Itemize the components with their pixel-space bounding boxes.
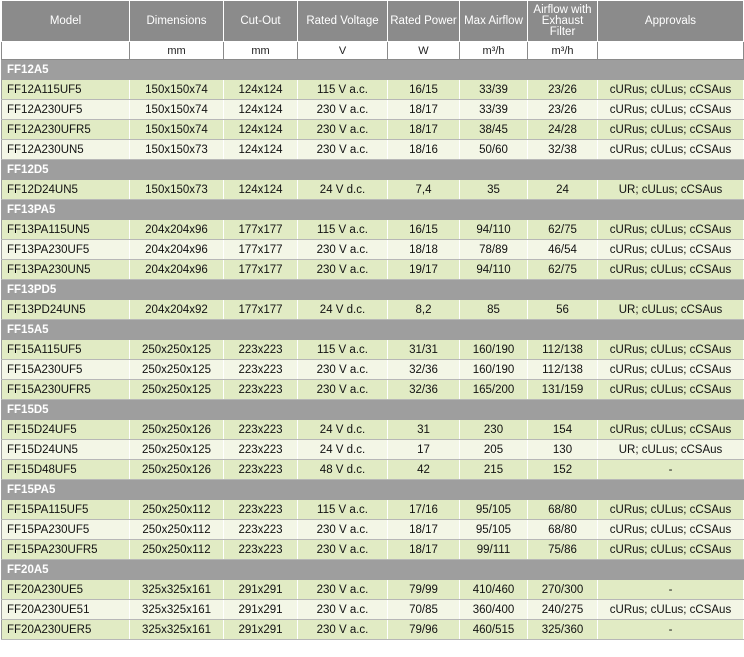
cell-max-airflow: 160/190	[460, 340, 528, 360]
cell-airflow-exhaust-filter: 62/75	[528, 220, 598, 240]
cell-max-airflow: 33/39	[460, 80, 528, 100]
cell-max-airflow: 35	[460, 180, 528, 200]
cell-rated-voltage: 230 V a.c.	[298, 260, 388, 280]
cell-max-airflow: 99/111	[460, 540, 528, 560]
cell-approvals: cURus; cULus; cCSAus	[598, 260, 744, 280]
table-row	[2, 140, 744, 160]
cell-rated-voltage: 230 V a.c.	[298, 240, 388, 260]
cell-model: FF15D24UF5	[2, 420, 130, 440]
cell-rated-power: 79/99	[388, 580, 460, 600]
cell-rated-power: 7,4	[388, 180, 460, 200]
cell-approvals: UR; cULus; cCSAus	[598, 440, 744, 460]
cell-model: FF13PD24UN5	[2, 300, 130, 320]
cell-dimensions: 150x150x73	[130, 180, 224, 200]
cell-approvals: UR; cULus; cCSAus	[598, 180, 744, 200]
cell-cut-out: 291x291	[224, 580, 298, 600]
cell-model: FF15A230UFR5	[2, 380, 130, 400]
cell-model: FF12A230UFR5	[2, 120, 130, 140]
cell-cut-out: 223x223	[224, 340, 298, 360]
cell-rated-voltage: 24 V d.c.	[298, 300, 388, 320]
cell-rated-power: 16/15	[388, 220, 460, 240]
group-name: FF12D5	[2, 160, 744, 180]
group-name: FF20A5	[2, 560, 744, 580]
cell-rated-power: 18/17	[388, 100, 460, 120]
cell-dimensions: 204x204x96	[130, 260, 224, 280]
cell-approvals: cURus; cULus; cCSAus	[598, 100, 744, 120]
cell-rated-voltage: 230 V a.c.	[298, 540, 388, 560]
cell-dimensions: 250x250x125	[130, 340, 224, 360]
cell-rated-voltage: 230 V a.c.	[298, 620, 388, 640]
cell-rated-voltage: 230 V a.c.	[298, 580, 388, 600]
cell-airflow-exhaust-filter: 75/86	[528, 540, 598, 560]
group-name: FF15D5	[2, 400, 744, 420]
cell-cut-out: 177x177	[224, 260, 298, 280]
cell-airflow-exhaust-filter: 68/80	[528, 520, 598, 540]
cell-max-airflow: 95/105	[460, 500, 528, 520]
table-row	[2, 620, 744, 640]
table-row	[2, 240, 744, 260]
group-name: FF13PA5	[2, 200, 744, 220]
group-header-row	[2, 60, 744, 80]
unit-rated-power: W	[388, 42, 460, 60]
table-row	[2, 440, 744, 460]
cell-rated-voltage: 230 V a.c.	[298, 100, 388, 120]
cell-cut-out: 177x177	[224, 220, 298, 240]
header-rated-voltage: Rated Voltage	[298, 1, 388, 42]
group-header-row	[2, 320, 744, 340]
cell-dimensions: 250x250x112	[130, 500, 224, 520]
cell-dimensions: 150x150x74	[130, 100, 224, 120]
group-header-row	[2, 280, 744, 300]
cell-airflow-exhaust-filter: 270/300	[528, 580, 598, 600]
cell-model: FF12A230UN5	[2, 140, 130, 160]
cell-cut-out: 223x223	[224, 440, 298, 460]
cell-model: FF13PA230UN5	[2, 260, 130, 280]
cell-model: FF12A230UF5	[2, 100, 130, 120]
cell-rated-voltage: 24 V d.c.	[298, 440, 388, 460]
cell-dimensions: 250x250x125	[130, 360, 224, 380]
cell-airflow-exhaust-filter: 23/26	[528, 80, 598, 100]
cell-approvals: cURus; cULus; cCSAus	[598, 500, 744, 520]
unit-rated-voltage: V	[298, 42, 388, 60]
cell-airflow-exhaust-filter: 24/28	[528, 120, 598, 140]
cell-approvals: cURus; cULus; cCSAus	[598, 420, 744, 440]
header-max-airflow: Max Airflow	[460, 1, 528, 42]
cell-approvals: cURus; cULus; cCSAus	[598, 340, 744, 360]
cell-model: FF15A115UF5	[2, 340, 130, 360]
cell-model: FF15PA230UFR5	[2, 540, 130, 560]
group-name: FF15PA5	[2, 480, 744, 500]
cell-cut-out: 124x124	[224, 100, 298, 120]
table-row	[2, 520, 744, 540]
cell-approvals: cURus; cULus; cCSAus	[598, 140, 744, 160]
cell-approvals: UR; cULus; cCSAus	[598, 300, 744, 320]
cell-dimensions: 204x204x96	[130, 240, 224, 260]
group-header-row	[2, 560, 744, 580]
cell-rated-voltage: 230 V a.c.	[298, 520, 388, 540]
cell-cut-out: 177x177	[224, 240, 298, 260]
cell-max-airflow: 33/39	[460, 100, 528, 120]
cell-rated-voltage: 115 V a.c.	[298, 500, 388, 520]
cell-dimensions: 150x150x73	[130, 140, 224, 160]
cell-rated-voltage: 230 V a.c.	[298, 120, 388, 140]
cell-cut-out: 223x223	[224, 520, 298, 540]
cell-rated-power: 18/17	[388, 520, 460, 540]
cell-max-airflow: 360/400	[460, 600, 528, 620]
unit-model	[2, 42, 130, 60]
cell-max-airflow: 85	[460, 300, 528, 320]
cell-rated-voltage: 115 V a.c.	[298, 80, 388, 100]
cell-airflow-exhaust-filter: 23/26	[528, 100, 598, 120]
cell-model: FF13PA115UN5	[2, 220, 130, 240]
cell-rated-power: 16/15	[388, 80, 460, 100]
cell-rated-voltage: 230 V a.c.	[298, 600, 388, 620]
table-row	[2, 260, 744, 280]
cell-cut-out: 223x223	[224, 420, 298, 440]
cell-rated-power: 17/16	[388, 500, 460, 520]
cell-max-airflow: 94/110	[460, 260, 528, 280]
cell-approvals: cURus; cULus; cCSAus	[598, 220, 744, 240]
cell-dimensions: 325x325x161	[130, 580, 224, 600]
cell-max-airflow: 165/200	[460, 380, 528, 400]
cell-dimensions: 204x204x92	[130, 300, 224, 320]
group-name: FF15A5	[2, 320, 744, 340]
cell-approvals: cURus; cULus; cCSAus	[598, 80, 744, 100]
cell-max-airflow: 160/190	[460, 360, 528, 380]
cell-rated-power: 17	[388, 440, 460, 460]
cell-airflow-exhaust-filter: 68/80	[528, 500, 598, 520]
cell-approvals: cURus; cULus; cCSAus	[598, 540, 744, 560]
unit-dimensions: mm	[130, 42, 224, 60]
cell-cut-out: 124x124	[224, 120, 298, 140]
table-row	[2, 300, 744, 320]
unit-airflow-exhaust-filter: m³/h	[528, 42, 598, 60]
cell-rated-power: 18/17	[388, 540, 460, 560]
cell-rated-voltage: 24 V d.c.	[298, 420, 388, 440]
cell-rated-power: 31	[388, 420, 460, 440]
cell-airflow-exhaust-filter: 62/75	[528, 260, 598, 280]
cell-rated-power: 18/17	[388, 120, 460, 140]
cell-rated-voltage: 48 V d.c.	[298, 460, 388, 480]
cell-max-airflow: 94/110	[460, 220, 528, 240]
cell-dimensions: 250x250x126	[130, 460, 224, 480]
cell-approvals: cURus; cULus; cCSAus	[598, 520, 744, 540]
cell-cut-out: 223x223	[224, 460, 298, 480]
cell-max-airflow: 78/89	[460, 240, 528, 260]
header-model: Model	[2, 1, 130, 42]
cell-airflow-exhaust-filter: 56	[528, 300, 598, 320]
cell-rated-power: 32/36	[388, 360, 460, 380]
cell-cut-out: 177x177	[224, 300, 298, 320]
group-header-row	[2, 160, 744, 180]
table-row	[2, 80, 744, 100]
cell-dimensions: 150x150x74	[130, 80, 224, 100]
cell-airflow-exhaust-filter: 240/275	[528, 600, 598, 620]
cell-cut-out: 223x223	[224, 360, 298, 380]
cell-approvals: cURus; cULus; cCSAus	[598, 380, 744, 400]
cell-model: FF20A230UE51	[2, 600, 130, 620]
table-row	[2, 100, 744, 120]
cell-approvals: cURus; cULus; cCSAus	[598, 240, 744, 260]
cell-approvals: -	[598, 620, 744, 640]
cell-rated-voltage: 24 V d.c.	[298, 180, 388, 200]
cell-dimensions: 325x325x161	[130, 620, 224, 640]
cell-airflow-exhaust-filter: 154	[528, 420, 598, 440]
cell-model: FF15A230UF5	[2, 360, 130, 380]
cell-cut-out: 124x124	[224, 80, 298, 100]
unit-max-airflow: m³/h	[460, 42, 528, 60]
cell-airflow-exhaust-filter: 325/360	[528, 620, 598, 640]
table-row	[2, 120, 744, 140]
table-row	[2, 540, 744, 560]
table-row	[2, 340, 744, 360]
cell-cut-out: 291x291	[224, 600, 298, 620]
cell-rated-power: 18/18	[388, 240, 460, 260]
cell-dimensions: 250x250x126	[130, 420, 224, 440]
units-row	[2, 42, 744, 60]
group-name: FF12A5	[2, 60, 744, 80]
cell-rated-power: 79/96	[388, 620, 460, 640]
cell-cut-out: 223x223	[224, 380, 298, 400]
table-row	[2, 580, 744, 600]
table-row	[2, 180, 744, 200]
cell-dimensions: 250x250x112	[130, 520, 224, 540]
cell-rated-power: 70/85	[388, 600, 460, 620]
cell-max-airflow: 230	[460, 420, 528, 440]
fan-spec-table	[1, 1, 744, 640]
cell-approvals: cURus; cULus; cCSAus	[598, 600, 744, 620]
cell-rated-power: 8,2	[388, 300, 460, 320]
cell-cut-out: 124x124	[224, 140, 298, 160]
cell-dimensions: 204x204x96	[130, 220, 224, 240]
cell-dimensions: 325x325x161	[130, 600, 224, 620]
header-approvals: Approvals	[598, 1, 744, 42]
header-row	[2, 1, 744, 42]
cell-cut-out: 223x223	[224, 500, 298, 520]
group-header-row	[2, 400, 744, 420]
table-row	[2, 460, 744, 480]
cell-airflow-exhaust-filter: 112/138	[528, 360, 598, 380]
table-row	[2, 420, 744, 440]
table-row	[2, 600, 744, 620]
cell-airflow-exhaust-filter: 152	[528, 460, 598, 480]
group-header-row	[2, 480, 744, 500]
cell-max-airflow: 38/45	[460, 120, 528, 140]
cell-max-airflow: 205	[460, 440, 528, 460]
cell-dimensions: 250x250x125	[130, 440, 224, 460]
cell-cut-out: 124x124	[224, 180, 298, 200]
header-airflow-exhaust-filter: Airflow with Exhaust Filter	[528, 1, 598, 42]
cell-dimensions: 250x250x112	[130, 540, 224, 560]
unit-approvals	[598, 42, 744, 60]
cell-model: FF13PA230UF5	[2, 240, 130, 260]
cell-model: FF15D48UF5	[2, 460, 130, 480]
table-row	[2, 500, 744, 520]
cell-cut-out: 291x291	[224, 620, 298, 640]
cell-max-airflow: 460/515	[460, 620, 528, 640]
cell-max-airflow: 50/60	[460, 140, 528, 160]
cell-approvals: -	[598, 580, 744, 600]
cell-model: FF20A230UER5	[2, 620, 130, 640]
cell-rated-voltage: 230 V a.c.	[298, 380, 388, 400]
cell-airflow-exhaust-filter: 130	[528, 440, 598, 460]
cell-rated-power: 31/31	[388, 340, 460, 360]
cell-rated-voltage: 115 V a.c.	[298, 340, 388, 360]
cell-model: FF15PA115UF5	[2, 500, 130, 520]
cell-rated-power: 19/17	[388, 260, 460, 280]
cell-dimensions: 250x250x125	[130, 380, 224, 400]
header-dimensions: Dimensions	[130, 1, 224, 42]
unit-cut-out: mm	[224, 42, 298, 60]
table-row	[2, 220, 744, 240]
cell-rated-voltage: 115 V a.c.	[298, 220, 388, 240]
table-row	[2, 360, 744, 380]
cell-model: FF12D24UN5	[2, 180, 130, 200]
cell-approvals: cURus; cULus; cCSAus	[598, 360, 744, 380]
group-header-row	[2, 200, 744, 220]
cell-model: FF15PA230UF5	[2, 520, 130, 540]
cell-airflow-exhaust-filter: 131/159	[528, 380, 598, 400]
cell-approvals: cURus; cULus; cCSAus	[598, 120, 744, 140]
group-name: FF13PD5	[2, 280, 744, 300]
cell-model: FF12A115UF5	[2, 80, 130, 100]
cell-dimensions: 150x150x74	[130, 120, 224, 140]
table-row	[2, 380, 744, 400]
cell-max-airflow: 95/105	[460, 520, 528, 540]
cell-rated-power: 32/36	[388, 380, 460, 400]
table-body	[2, 60, 744, 640]
cell-rated-power: 18/16	[388, 140, 460, 160]
cell-model: FF20A230UE5	[2, 580, 130, 600]
cell-airflow-exhaust-filter: 112/138	[528, 340, 598, 360]
cell-rated-power: 42	[388, 460, 460, 480]
cell-airflow-exhaust-filter: 32/38	[528, 140, 598, 160]
header-cut-out: Cut-Out	[224, 1, 298, 42]
cell-airflow-exhaust-filter: 24	[528, 180, 598, 200]
cell-max-airflow: 215	[460, 460, 528, 480]
cell-model: FF15D24UN5	[2, 440, 130, 460]
cell-rated-voltage: 230 V a.c.	[298, 360, 388, 380]
cell-max-airflow: 410/460	[460, 580, 528, 600]
cell-rated-voltage: 230 V a.c.	[298, 140, 388, 160]
cell-approvals: -	[598, 460, 744, 480]
cell-cut-out: 223x223	[224, 540, 298, 560]
header-rated-power: Rated Power	[388, 1, 460, 42]
cell-airflow-exhaust-filter: 46/54	[528, 240, 598, 260]
